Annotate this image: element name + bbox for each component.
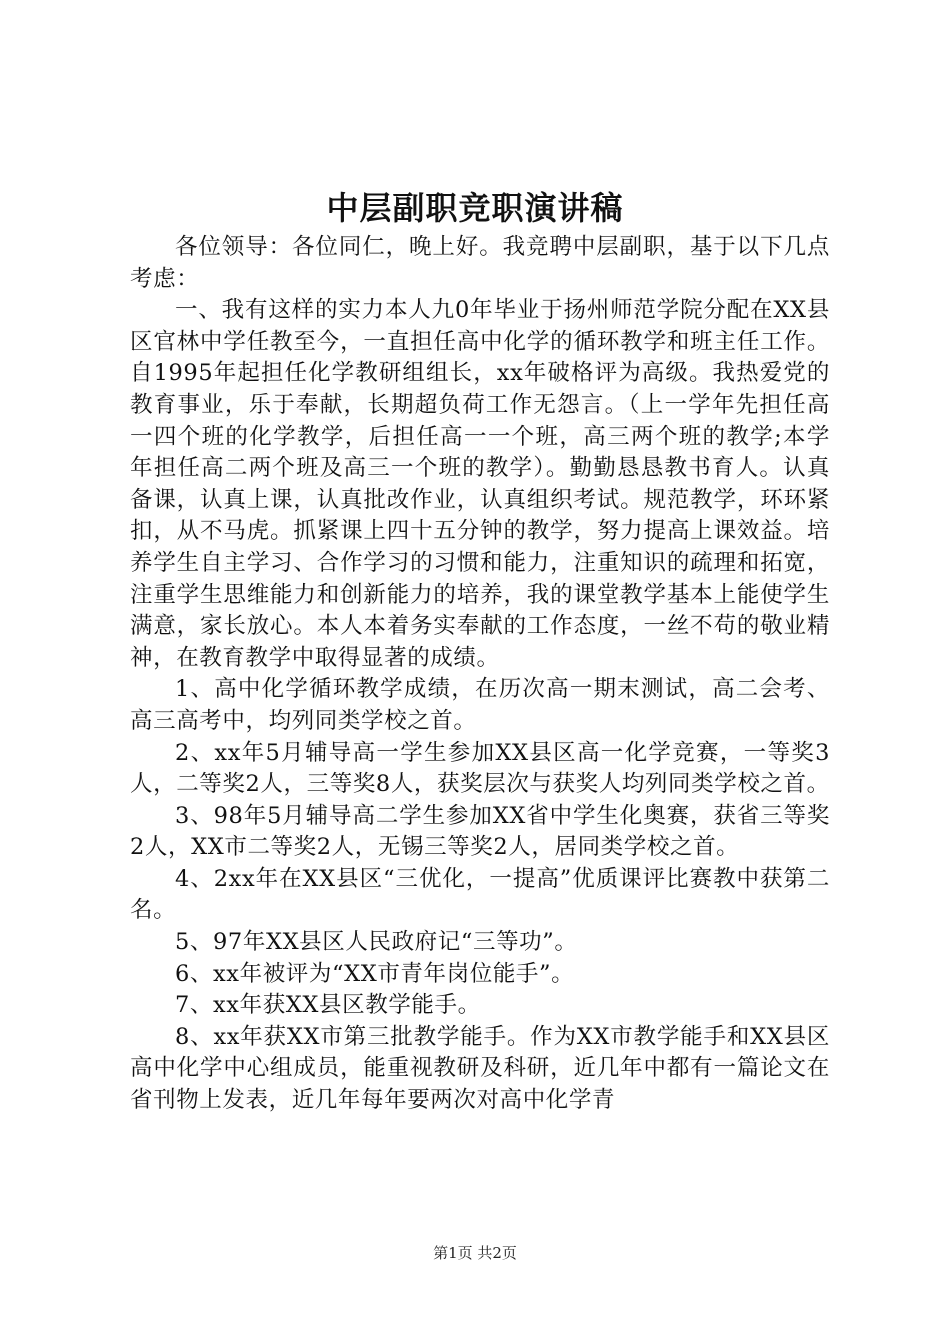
page-number-footer: 第1页 共2页 bbox=[433, 1244, 517, 1262]
list-item-achievement-3: 3、98年5月辅导高二学生参加XX省中学生化奥赛，获省三等奖2人，XX市二等奖2人，无锡三等奖2人，居同类学校之首。 bbox=[130, 802, 830, 861]
list-item-achievement-1: 1、高中化学循环教学成绩，在历次高一期末测试，高二会考、高三高考中，均列同类学校之首。 bbox=[130, 676, 830, 734]
list-item-achievement-2: 2、xx年5月辅导高一学生参加XX县区高一化学竞赛，一等奖3人，二等奖2人，三等奖8人，获奖层次与获奖人均列同类学校之首。 bbox=[130, 739, 830, 798]
list-item-achievement-4: 4、2xx年在XX县区“三优化，一提高”优质课评比赛教中获第二名。 bbox=[130, 865, 830, 924]
list-item-achievement-8: 8、xx年获XX市第三批教学能手。作为XX市教学能手和XX县区高中化学中心组成员，能重视教研及科研，近几年中都有一篇论文在省刊物上发表，近几年每年要两次对高中化学青 bbox=[130, 1023, 830, 1114]
list-item-achievement-7: 7、xx年获XX县区教学能手。 bbox=[175, 992, 481, 1019]
document-body bbox=[130, 232, 830, 1117]
list-item-achievement-6: 6、xx年被评为“XX市青年岗位能手”。 bbox=[175, 960, 575, 987]
list-item-achievement-5: 5、97年XX县区人民政府记“三等功”。 bbox=[175, 929, 578, 956]
page-title: 中层副职竞职演讲稿 bbox=[326, 189, 624, 227]
paragraph-section-one: 一、我有这样的实力本人九0年毕业于扬州师范学院分配在XX县区官林中学任教至今，一直担任高中化学的循环教学和班主任工作。自1995年起担任化学教研组组长，xx年破格评为高级。我热爱党的教育事业，乐于奉献，长期超负荷工作无怨言。（上一学年先担任高一四个班的化学教学，后担任高一一个班，高三两个班的教学;本学年担任高二两个班及高三一个班的教学）。勤勤恳恳教书育人。认真备课，认真上课，认真批改作业，认真组织考试。规范教学，环环紧扣，从不马虎。抓紧课上四十五分钟的教学，努力提高上课效益。培养学生自主学习、合作学习的习惯和能力，注重知识的疏理和拓宽，注重学生思维能力和创新能力的培养，我的课堂教学基本上能使学生满意，家长放心。本人本着务实奉献的工作态度，一丝不苟的敬业精神，在教育教学中取得显著的成绩。 bbox=[130, 297, 830, 671]
paragraph-greeting: 各位领导：各位同仁，晚上好。我竞聘中层副职，基于以下几点考虑： bbox=[130, 234, 830, 292]
